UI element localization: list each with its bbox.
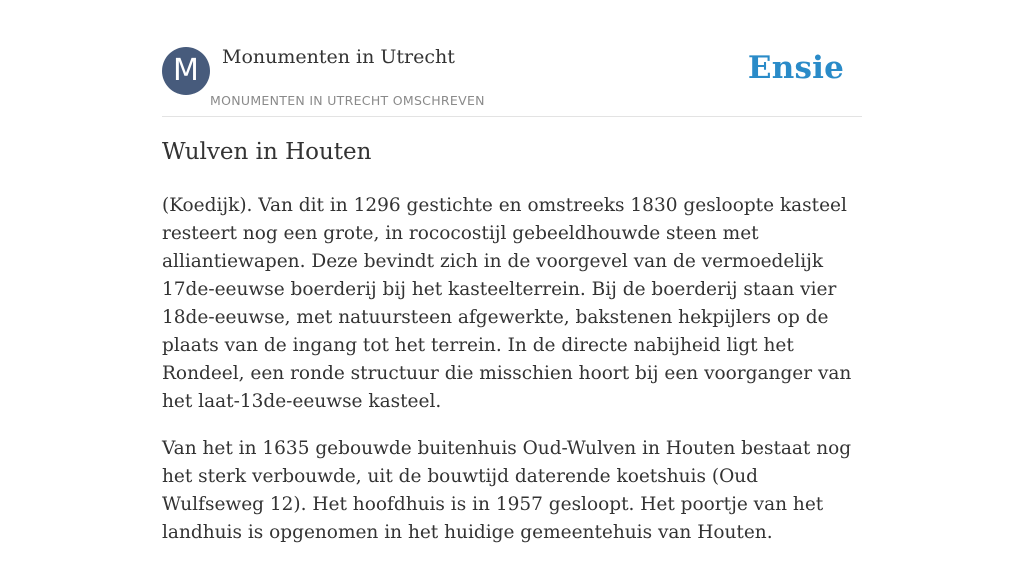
avatar[interactable]: M (162, 47, 210, 95)
brand-logo[interactable]: Ensie (747, 50, 844, 86)
article-paragraph: (Koedijk). Van dit in 1296 gestichte en omstreeks 1830 gesloopte kasteel resteert nog een grote, in rococostijl gebeeldhouwde steen met alliantiewapen. Deze bevindt zich in de voorgevel van de vermoedelijk 17de-eeuwse boerderij bij het kasteelterrein. Bij de boerderij staan vier 18de-eeuwse, met natuursteen afgewerkte, bakstenen hekpijlers op de plaats van de ingang tot het terrein. In de directe nabijheid ligt het Rondeel, een ronde structuur die misschien hoort bij een voorganger van het laat-13de-eeuwse kasteel. (162, 195, 852, 412)
article-paragraph: Van het in 1635 gebouwde buitenhuis Oud-Wulven in Houten bestaat nog het sterk verbouwde, uit de bouwtijd daterende koetshuis (Oud Wulfseweg 12). Het hoofdhuis is in 1957 gesloopt. Het poortje van het landhuis is opgenomen in het huidige gemeentehuis van Houten. (162, 438, 852, 543)
article-body (162, 192, 862, 566)
site-title[interactable]: Monumenten in Utrecht (222, 46, 455, 68)
site-subtitle: MONUMENTEN IN UTRECHT OMSCHREVEN (210, 93, 485, 108)
site-header (162, 46, 862, 117)
article-title: Wulven in Houten (162, 139, 372, 165)
